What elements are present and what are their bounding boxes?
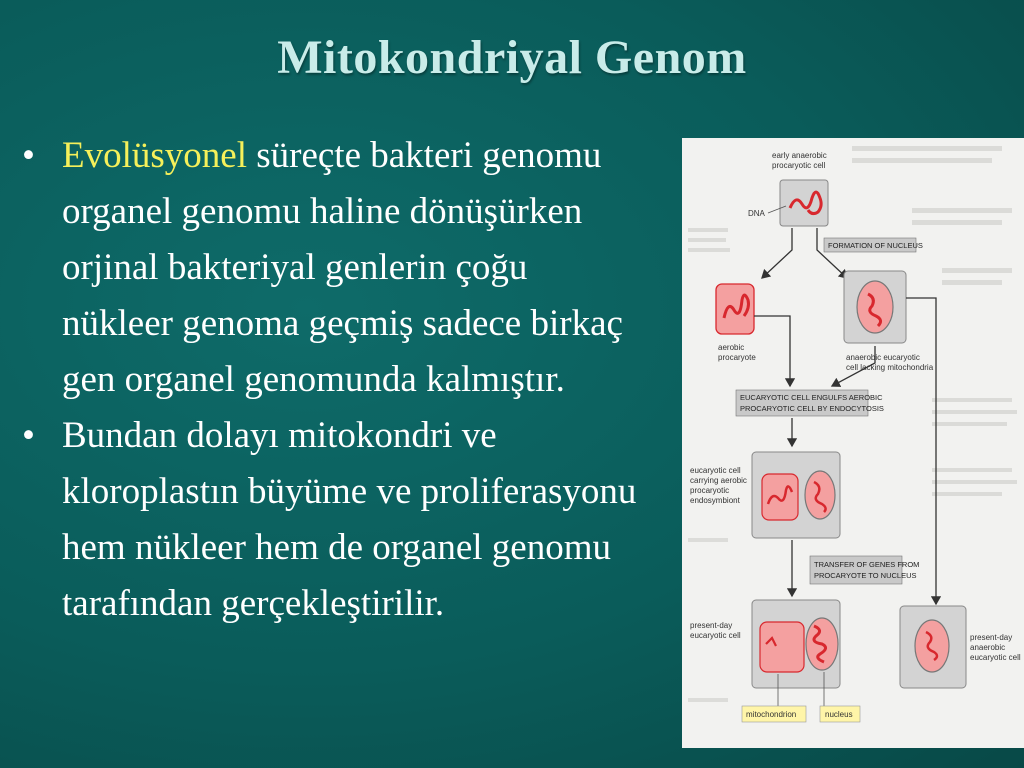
label-aerobic-2: procaryote xyxy=(718,353,756,362)
label-engulf-1: EUCARYOTIC CELL ENGULFS AEROBIC xyxy=(740,393,883,402)
label-early-cell-2: procaryotic cell xyxy=(772,161,826,170)
label-mitochondrion: mitochondrion xyxy=(746,710,797,719)
arrow-aerobic-to-engulf xyxy=(754,316,790,386)
bullet-marker: • xyxy=(22,135,35,176)
slide-title: Mitokondriyal Genom xyxy=(277,31,747,84)
label-nucleus: nucleus xyxy=(825,710,853,719)
arrow-to-present-anaerobic xyxy=(906,298,936,604)
bullet-item-2 xyxy=(22,408,642,632)
label-anaerobic-euk-1: anaerobic eucaryotic xyxy=(846,353,920,362)
label-dna: DNA xyxy=(748,209,765,218)
label-present-anaerobic-3: eucaryotic cell xyxy=(970,653,1021,662)
arrow-to-aerobic xyxy=(762,228,792,278)
bullet-text: Bundan dolayı mitokondri ve kloroplastın büyüme ve proliferasyonu hem nükleer hem de organel genomu tarafından gerçekleştirilir. xyxy=(62,415,637,624)
label-present-anaerobic-2: anaerobic xyxy=(970,643,1006,652)
label-anaerobic-euk-2: cell lacking mitochondria xyxy=(846,363,934,372)
bullet-item-1 xyxy=(22,128,642,408)
bullet-text: süreçte bakteri genomu organel genomu haline dönüşürken orjinal bakteriyal genlerin çoğu nükleer genoma geçmiş sadece birkaç gen organel genomunda kalmıştır. xyxy=(62,135,623,400)
endosymbiont-nucleus xyxy=(805,471,835,519)
label-endosymbiont-3: procaryotic xyxy=(690,486,730,495)
label-endosymbiont-4: endosymbiont xyxy=(690,496,740,505)
label-aerobic-1: aerobic xyxy=(718,343,745,352)
label-present-day-1: present-day xyxy=(690,621,733,630)
label-formation-of-nucleus: FORMATION OF NUCLEUS xyxy=(828,241,923,250)
label-engulf-2: PROCARYOTIC CELL BY ENDOCYTOSIS xyxy=(740,404,884,413)
endosymbiosis-diagram xyxy=(682,138,1024,748)
arrow-to-anaerobic-euk xyxy=(817,228,847,278)
label-endosymbiont-2: carrying aerobic xyxy=(690,476,747,485)
label-present-anaerobic-1: present-day xyxy=(970,633,1013,642)
label-transfer-2: PROCARYOTE TO NUCLEUS xyxy=(814,571,917,580)
label-present-day-2: eucaryotic cell xyxy=(690,631,741,640)
bullet-list xyxy=(22,128,642,632)
present-mitochondrion xyxy=(760,622,804,672)
label-endosymbiont-1: eucaryotic cell xyxy=(690,466,741,475)
background-page-texture xyxy=(688,146,1017,702)
nucleus-early xyxy=(857,281,893,333)
highlighted-term: Evolüsyonel xyxy=(62,135,247,176)
label-transfer-1: TRANSFER OF GENES FROM xyxy=(814,560,920,569)
diagram-svg xyxy=(682,138,1024,748)
label-early-cell-1: early anaerobic xyxy=(772,151,827,160)
bullet-marker: • xyxy=(22,415,35,456)
endosymbiont-mitochondrion xyxy=(762,474,798,520)
present-anaerobic-nucleus xyxy=(915,620,949,672)
